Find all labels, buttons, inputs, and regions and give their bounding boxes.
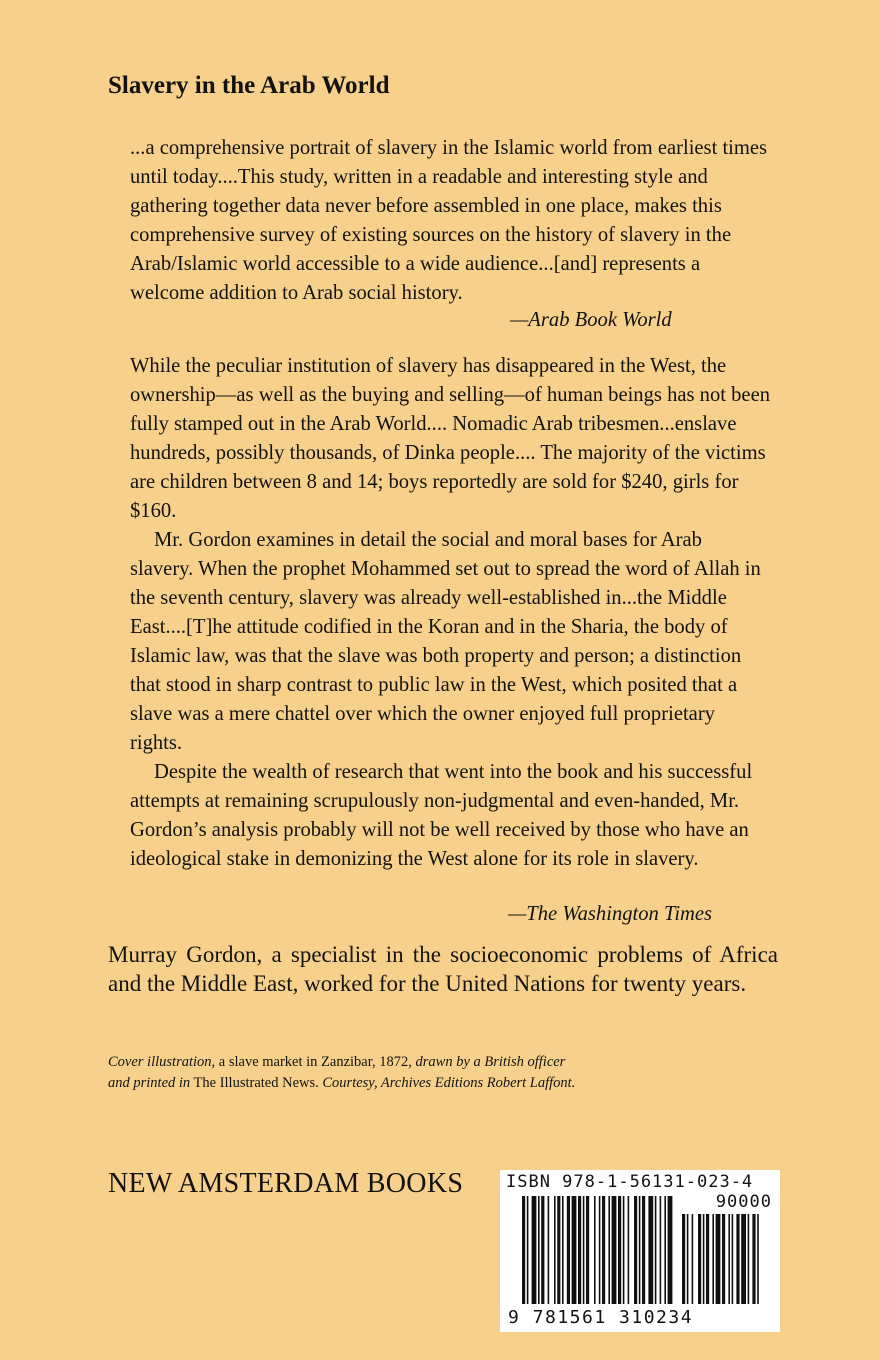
price-code: 90000 [715,1192,772,1212]
author-bio: Murray Gordon, a specialist in the socioeconomic problems of Africa and the Middle East, worked for the United Nations for twenty years. [108,942,778,996]
cover-credit-part-1: Cover illustration, [108,1054,216,1070]
isbn-barcode [500,1170,780,1332]
cover-credit-part-2: a slave market in Zanzibar, 1872, [215,1054,416,1070]
review-paragraph-1: While the peculiar institution of slavery has disappeared in the West, the ownership—as well as the buying and selling—of human beings has not been fully stamped out in the Arab World.... Nomadic Arab tribesmen...enslave hundreds, possibly thousands, of Dinka people.... The majority of the victims are children between 8 and 14; boys reportedly are sold for $240, girls for $160. [130,355,771,522]
isbn-label: ISBN 978-1-56131-023-4 [506,1172,754,1192]
review-paragraph-3: Despite the wealth of research that went into the book and his successful attempts at remaining scrupulously non-judgmental and even-handed, Mr. Gordon’s analysis probably will not be well received by those who have an ideological stake in demonizing the West alone for its role in slavery. [130,761,753,870]
publisher-name: NEW AMSTERDAM BOOKS [108,1168,464,1199]
review-paragraph-2: Mr. Gordon examines in detail the social and moral bases for Arab slavery. When the prophet Mohammed set out to spread the word of Allah in the seventh century, slavery was already well-established in...the Middle East....[T]he attitude codified in the Koran and in the Sharia, the body of Islamic law, was that the slave was both property and person; a distinction that stood in sharp contrast to public law in the West, which posited that a slave was a mere chattel over which the owner enjoyed full proprietary rights. [130,529,761,754]
review-source-washington-times: —The Washington Times [508,903,713,925]
cover-credit-part-4: The Illustrated News. [190,1075,323,1091]
book-title: Slavery in the Arab World [108,72,390,99]
barcode-digits: 9 781561 310234 [508,1307,694,1328]
review-arab-book-world: ...a comprehensive portrait of slavery in the Islamic world from earliest times until today....This study, written in a readable and interesting style and gathering together data never before assembled in one place, makes this comprehensive survey of existing sources on the history of slavery in the Arab/Islamic world accessible to a wide audience...[and] represents a welcome addition to Arab social history. [130,137,768,304]
cover-credit-part-3: drawn by a British officer and printed in [108,1054,566,1091]
cover-credit-part-5: Courtesy, Archives Editions Robert Laffont. [322,1075,576,1091]
review-source-arab-book-world: —Arab Book World [510,309,672,331]
cover-credit [108,1052,588,1094]
